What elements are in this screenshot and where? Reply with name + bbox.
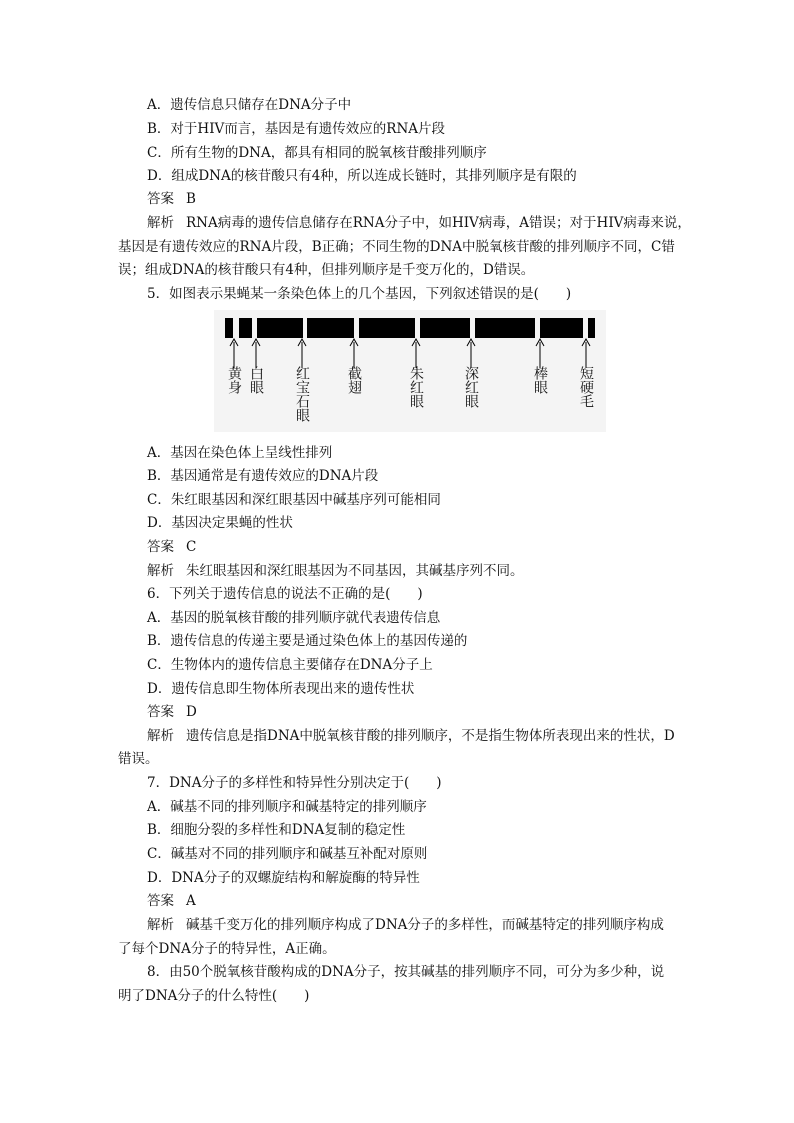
gene-segment — [420, 318, 470, 338]
q6-analysis-line-2: 错误。 — [118, 751, 159, 767]
gene-segment — [225, 318, 233, 338]
q7-option-b: B．细胞分裂的多样性和DNA复制的稳定性 — [147, 822, 406, 838]
q4-analysis-line-2: 基因是有遗传效应的RNA片段，B正确；不同生物的DNA中脱氧核苷酸的排列顺序不同，C错 — [118, 239, 675, 255]
gene-segment — [307, 318, 354, 338]
q5-option-b: B．基因通常是有遗传效应的DNA片段 — [147, 468, 379, 484]
q4-option-b: B．对于HIV而言，基因是有遗传效应的RNA片段 — [147, 121, 446, 137]
answer-value: B — [186, 191, 196, 207]
q4-option-c: C．所有生物的DNA，都具有相同的脱氧核苷酸排列顺序 — [147, 145, 487, 161]
analysis-label: 解析 — [147, 563, 174, 579]
answer-value: C — [186, 539, 197, 555]
q7-stem: 7．DNA分子的多样性和特异性分别决定于( ) — [147, 775, 442, 791]
gene-label-cut-wing: 截翅 — [346, 366, 362, 394]
q7-option-d: D．DNA分子的双螺旋结构和解旋酶的特异性 — [147, 870, 420, 886]
answer-label: 答案 — [147, 191, 174, 207]
q7-option-c: C．碱基对不同的排列顺序和碱基互补配对原则 — [147, 846, 428, 862]
q5-answer — [147, 538, 196, 556]
q7-analysis-line-1 — [147, 916, 664, 934]
gene-label-short-bristle: 短硬毛 — [578, 366, 594, 408]
q5-analysis — [147, 562, 524, 580]
q8-stem-line-2: 明了DNA分子的什么特性( ) — [118, 988, 310, 1004]
answer-value: D — [186, 704, 197, 720]
q6-option-d: D．遗传信息即生物体所表现出来的遗传性状 — [147, 681, 415, 697]
analysis-text: 遗传信息是指DNA中脱氧核苷酸的排列顺序，不是指生物体所表现出来的性状，D — [186, 728, 675, 744]
q4-analysis-line-1 — [147, 214, 691, 232]
q6-stem: 6．下列关于遗传信息的说法不正确的是( ) — [147, 586, 423, 602]
gene-segment — [359, 318, 415, 338]
answer-label: 答案 — [147, 893, 174, 909]
q6-option-c: C．生物体内的遗传信息主要储存在DNA分子上 — [147, 657, 433, 673]
arrow-up-icon — [534, 338, 546, 368]
analysis-label: 解析 — [147, 215, 174, 231]
gene-label-dark-red-eye: 深红眼 — [463, 366, 479, 408]
analysis-label: 解析 — [147, 728, 174, 744]
q6-answer — [147, 703, 197, 721]
q4-option-d: D．组成DNA的核苷酸只有4种，所以连成长链时，其排列顺序是有限的 — [147, 168, 577, 184]
answer-value: A — [186, 893, 196, 909]
arrow-up-icon — [228, 338, 240, 368]
q5-option-a: A．基因在染色体上呈线性排列 — [147, 445, 333, 461]
gene-label-bar-eye: 棒眼 — [532, 366, 548, 394]
gene-label-yellow-body: 黄身 — [226, 366, 242, 394]
gene-segment — [239, 318, 252, 338]
arrow-up-icon — [348, 338, 360, 368]
arrow-up-icon — [580, 338, 592, 368]
answer-label: 答案 — [147, 539, 174, 555]
q7-answer — [147, 892, 196, 910]
q6-option-a: A．基因的脱氧核苷酸的排列顺序就代表遗传信息 — [147, 610, 441, 626]
q5-option-d: D．基因决定果蝇的性状 — [147, 515, 293, 531]
analysis-text: RNA病毒的遗传信息储存在RNA分子中，如HIV病毒，A错误；对于HIV病毒来说， — [186, 215, 691, 231]
gene-label-vermilion-eye: 朱红眼 — [408, 366, 424, 408]
q7-analysis-line-2: 了每个DNA分子的特异性，A正确。 — [118, 941, 336, 957]
arrow-up-icon — [410, 338, 422, 368]
q5-stem: 5．如图表示果蝇某一条染色体上的几个基因，下列叙述错误的是( ) — [147, 286, 572, 302]
chromosome-bar — [222, 318, 598, 338]
q6-analysis-line-1 — [147, 727, 675, 745]
arrow-up-icon — [250, 338, 262, 368]
q4-option-a: A．遗传信息只储存在DNA分子中 — [147, 97, 352, 113]
q5-option-c: C．朱红眼基因和深红眼基因中碱基序列可能相同 — [147, 492, 441, 508]
gene-segment — [588, 318, 595, 338]
q8-stem-line-1: 8．由50个脱氧核苷酸构成的DNA分子，按其碱基的排列顺序不同，可分为多少种，说 — [147, 964, 665, 980]
gene-label-ruby-eye: 红宝石眼 — [294, 366, 310, 422]
chromosome-gene-figure — [214, 310, 606, 432]
analysis-label: 解析 — [147, 917, 174, 933]
gene-segment — [257, 318, 303, 338]
answer-label: 答案 — [147, 704, 174, 720]
gene-segment — [540, 318, 583, 338]
analysis-text: 朱红眼基因和深红眼基因为不同基因，其碱基序列不同。 — [186, 563, 524, 579]
q6-option-b: B．遗传信息的传递主要是通过染色体上的基因传递的 — [147, 633, 468, 649]
gene-label-white-eye: 白眼 — [248, 366, 264, 394]
q4-answer — [147, 190, 196, 208]
q4-analysis-line-3: 误；组成DNA的核苷酸只有4种，但排列顺序是千变万化的，D错误。 — [118, 262, 535, 278]
gene-segment — [475, 318, 535, 338]
analysis-text: 碱基千变万化的排列顺序构成了DNA分子的多样性，而碱基特定的排列顺序构成 — [186, 917, 664, 933]
q7-option-a: A．碱基不同的排列顺序和碱基特定的排列顺序 — [147, 799, 427, 815]
arrow-up-icon — [296, 338, 308, 368]
arrow-up-icon — [465, 338, 477, 368]
